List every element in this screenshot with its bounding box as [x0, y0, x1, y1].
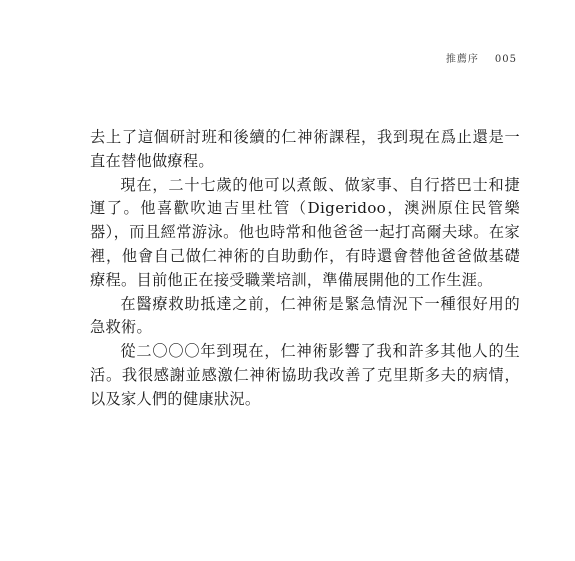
paragraph: 去上了這個研討班和後續的仁神術課程，我到現在爲止還是一直在替他做療程。	[90, 128, 520, 170]
body-text	[90, 126, 520, 412]
paragraph: 現在，二十七歲的他可以煮飯、做家事、自行搭巴士和捷運了。他喜歡吹迪吉里杜管（Digeridoo，澳洲原住民管樂器），而且經常游泳。他也時常和他爸爸一起打高爾夫球。在家裡，他會自己做仁神術的自助動作，有時還會替他爸爸做基礎療程。目前他正在接受職業培訓，準備展開他的工作生涯。	[90, 175, 520, 289]
header-section-title: 推薦序	[445, 54, 479, 65]
paragraph: 在醫療救助抵達之前，仁神術是緊急情況下一種很好用的急救術。	[90, 294, 520, 337]
paragraph: 從二〇〇〇年到現在，仁神術影響了我和許多其他人的生活。我很感謝並感激仁神術協助我改善了克里斯多夫的病情，以及家人們的健康狀況。	[90, 342, 520, 408]
page-number: 005	[494, 54, 517, 65]
running-header	[446, 50, 517, 65]
